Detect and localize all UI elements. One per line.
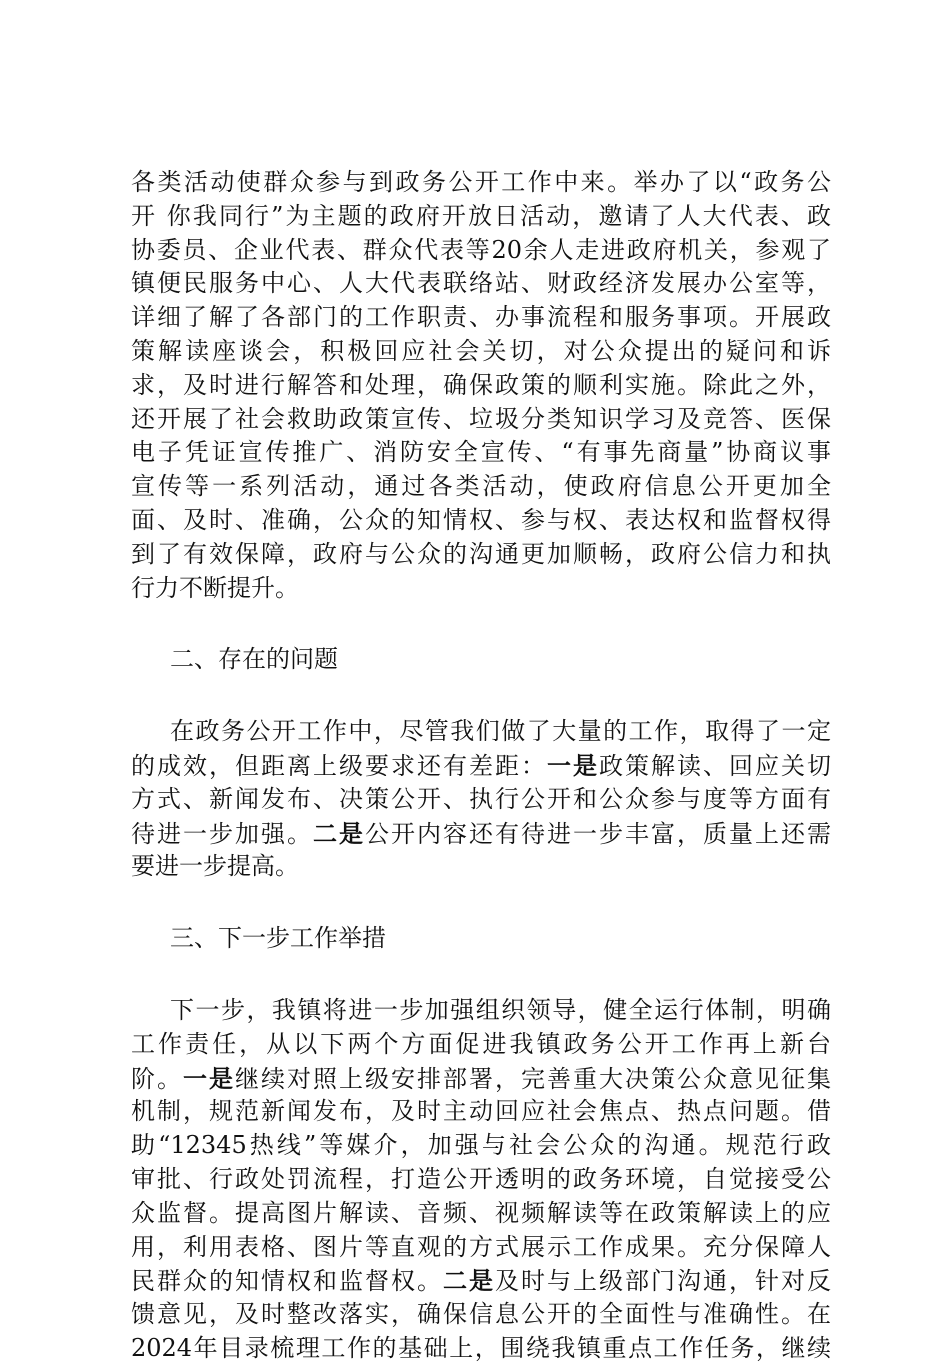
text-line [131,817,831,851]
text-line [131,749,831,783]
text-line: 机制，规范新闻发布，及时主动回应社会焦点、热点问题。借 [131,1097,831,1126]
paragraph-gap [131,884,831,922]
text-line [131,1264,831,1298]
paragraph-next-steps [131,994,831,1366]
text-line: 宣传等一系列活动，通过各类活动，使政府信息公开更加全 [131,472,831,501]
text-line: 策解读座谈会，积极回应社会关切，对公众提出的疑问和诉 [131,336,831,365]
text-line: 方式、新闻发布、决策公开、执行公开和公众参与度等方面有 [131,784,831,813]
text-line: 众监督。提高图片解读、音频、视频解读等在政策解读上的应 [131,1198,831,1227]
text-run: 阶。 [131,1064,183,1093]
document-page [131,166,831,1366]
paragraph-problems [131,715,831,884]
section-heading-next-steps: 三、下一步工作举措 [170,924,386,953]
text-line: 行力不断提升。 [131,573,299,602]
text-line: 用，利用表格、图片等直观的方式展示工作成果。充分保障人 [131,1232,831,1261]
text-line: 协委员、企业代表、群众代表等20余人走进政府机关，参观了 [131,235,831,264]
text-run: 及时与上级部门沟通，针对反 [495,1267,831,1296]
text-line: 电子凭证宣传推广、消防安全宣传、“有事先商量”协商议事 [131,438,831,467]
text-line: 要进一步提高。 [131,852,299,881]
text-line: 镇便民服务中心、人大代表联络站、财政经济发展办公室等， [131,269,831,298]
paragraph-gap [131,677,831,715]
text-line: 下一步，我镇将进一步加强组织领导，健全运行体制，明确 [170,995,831,1024]
text-run: 政策解读、回应关切 [599,751,831,780]
text-line: 开 你我同行”为主题的政府开放日活动，邀请了人大代表、政 [131,201,831,230]
text-line: 工作责任，从以下两个方面促进我镇政务公开工作再上新台 [131,1029,831,1058]
text-line: 在政务公开工作中，尽管我们做了大量的工作，取得了一定 [170,717,831,746]
text-line: 2024年目录梳理工作的基础上，围绕我镇重点工作任务，继续 [131,1333,831,1362]
text-line: 到了有效保障，政府与公众的沟通更加顺畅，政府公信力和执 [131,539,831,568]
text-line: 助“12345热线”等媒介，加强与社会公众的沟通。规范行政 [131,1131,831,1160]
text-run: 民群众的知情权和监督权。 [131,1267,443,1296]
text-line [131,1062,831,1096]
text-run: 继续对照上级安排部署，完善重大决策公众意见征集 [235,1064,831,1093]
text-run: 公开内容还有待进一步丰富，质量上还需 [365,819,831,848]
text-line: 各类活动使群众参与到政务公开工作中来。举办了以“政务公 [131,168,831,196]
text-run: 的成效，但距离上级要求还有差距： [131,751,547,780]
text-line: 求，及时进行解答和处理，确保政策的顺利实施。除此之外， [131,370,831,399]
text-line: 还开展了社会救助政策宣传、垃圾分类知识学习及竞答、医保 [131,404,831,433]
text-line: 详细了解了各部门的工作职责、办事流程和服务事项。开展政 [131,303,831,332]
bold-marker: 一是 [183,1063,235,1093]
bold-marker: 二是 [443,1266,495,1296]
section-heading-problems: 二、存在的问题 [170,645,338,674]
paragraph-gap [131,605,831,643]
bold-marker: 一是 [547,750,599,780]
text-line: 审批、行政处罚流程，打造公开透明的政务环境，自觉接受公 [131,1164,831,1193]
text-run: 待进一步加强。 [131,819,313,848]
paragraph-gap [131,956,831,994]
text-line: 面、及时、准确，公众的知情权、参与权、表达权和监督权得 [131,505,831,534]
bold-marker: 二是 [313,818,365,848]
text-line: 馈意见，及时整改落实，确保信息公开的全面性与准确性。在 [131,1300,831,1329]
paragraph-activities [131,166,831,605]
